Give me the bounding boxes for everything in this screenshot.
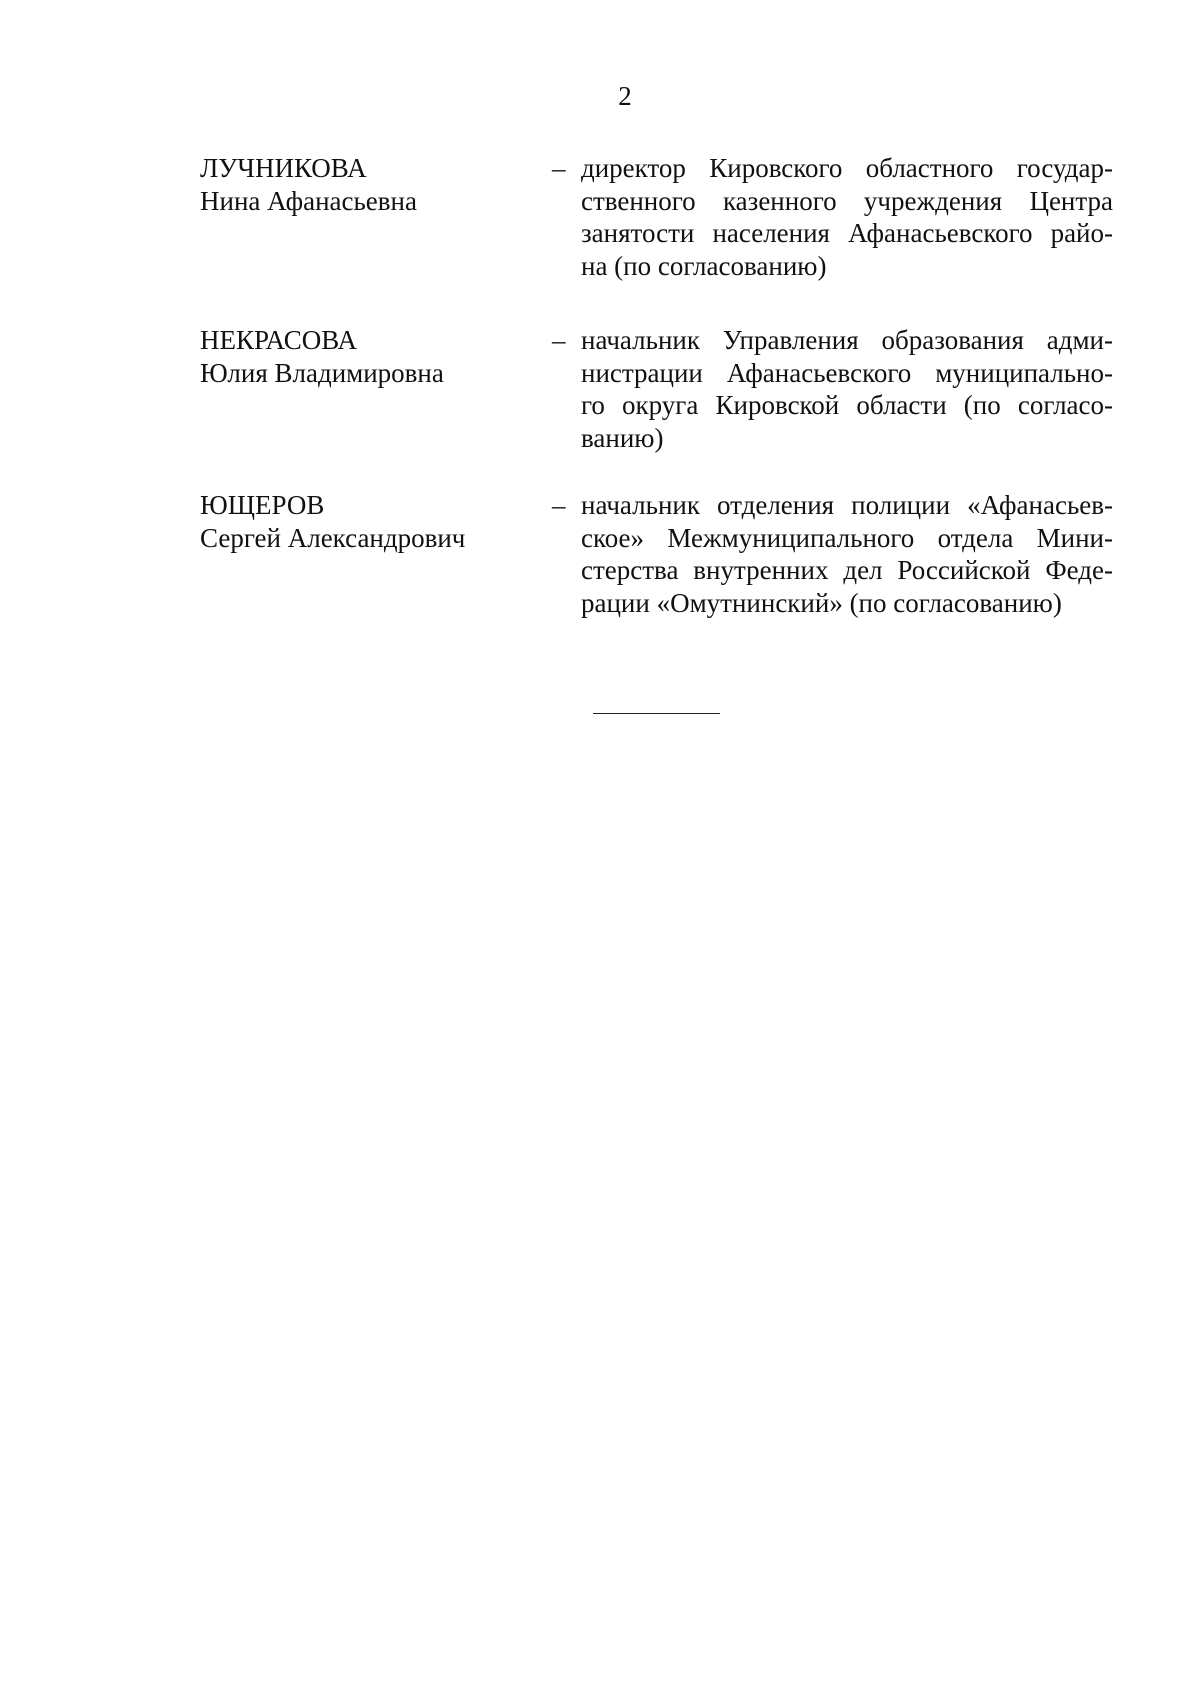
page-number: 2	[618, 81, 632, 111]
member-given-names: Юлия Владимировна	[200, 357, 444, 388]
member-surname: ЛУЧНИКОВА	[200, 153, 367, 183]
member-role-line: рации «Омутнинский» (по согласованию)	[581, 587, 1062, 618]
member-role-line: на (по согласованию)	[581, 250, 827, 281]
member-role	[581, 152, 1113, 282]
member-name	[200, 324, 530, 389]
member-given-names: Сергей Александрович	[200, 522, 466, 553]
member-role-line: занятости населения Афанасьевского райо-	[581, 218, 1113, 248]
member-role-line: стерства внутренних дел Российской Феде-	[581, 555, 1113, 585]
member-role-line: ванию)	[581, 422, 664, 453]
member-role-line: ское» Межмуниципального отдела Мини-	[581, 522, 1113, 553]
member-dash: –	[552, 490, 566, 520]
member-role-line: го округа Кировской области (по согласо-	[581, 390, 1113, 420]
member-name	[200, 152, 530, 217]
closing-rule	[593, 713, 720, 714]
member-role-line: начальник Управления образования адми-	[581, 325, 1113, 355]
member-given-names: Нина Афанасьевна	[200, 185, 417, 216]
member-dash: –	[552, 153, 566, 183]
member-surname: НЕКРАСОВА	[200, 325, 358, 355]
member-dash: –	[552, 325, 566, 355]
member-role-line: начальник отделения полиции «Афанасьев-	[581, 490, 1113, 520]
member-name	[200, 489, 530, 554]
member-role	[581, 489, 1113, 619]
member-surname: ЮЩЕРОВ	[200, 490, 325, 520]
member-role-line: директор Кировского областного государ-	[581, 153, 1113, 183]
member-role-line: ственного казенного учреждения Центра	[581, 185, 1113, 216]
member-role-line: нистрации Афанасьевского муниципально-	[581, 357, 1113, 388]
member-role	[581, 324, 1113, 454]
